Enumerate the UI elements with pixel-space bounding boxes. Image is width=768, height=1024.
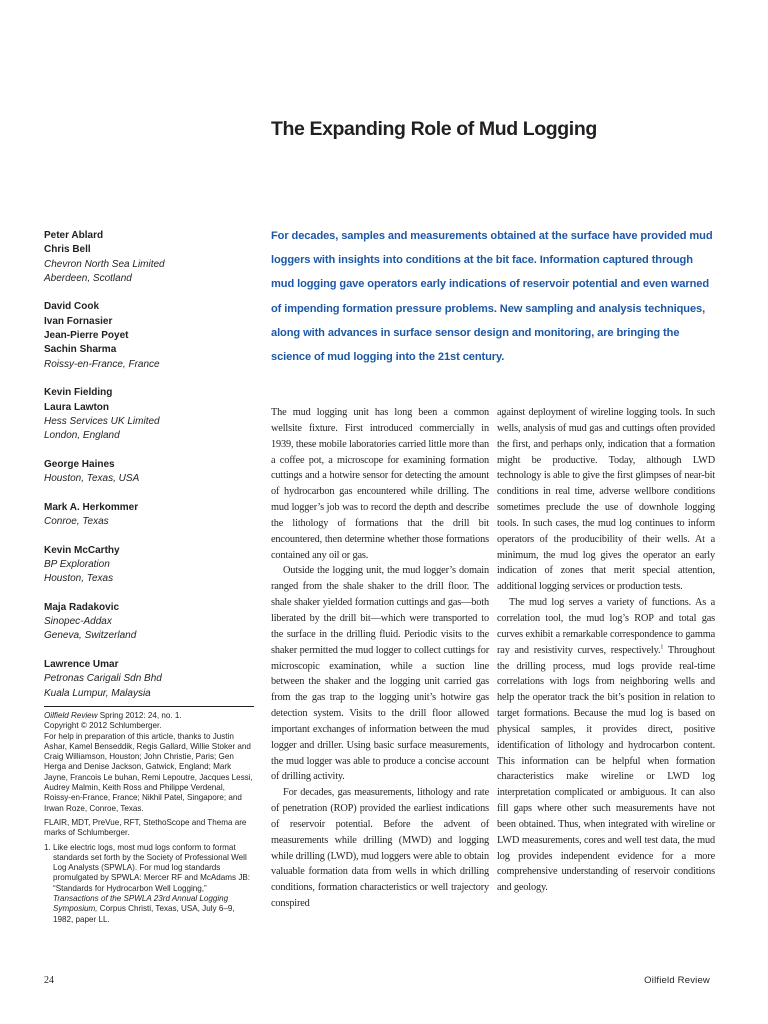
author-affiliation: Aberdeen, Scotland (44, 272, 132, 284)
author-name: Lawrence Umar (44, 658, 119, 670)
author-group (44, 458, 254, 487)
abstract: For decades, samples and measurements obtained at the surface have provided mud loggers with insights into conditions at the bit face. Information captured through mud logging gave operators early indications of reservoir potential and even warned of impending formation pressure problems. New sampling and analysis techniques, along with advances in surface sensor design and monitoring, are bringing the science of mud logging into the 21st century. (271, 230, 713, 364)
author-affiliation: Geneva, Switzerland (44, 630, 137, 642)
author-name: Ivan Fornasier (44, 315, 113, 327)
article-title: The Expanding Role of Mud Logging (271, 118, 597, 140)
author-affiliation: Houston, Texas (44, 573, 114, 585)
author-affiliation: Houston, Texas, USA (44, 473, 140, 485)
author-group (44, 229, 254, 286)
author-name: Laura Lawton (44, 401, 110, 413)
author-group (44, 658, 254, 701)
notes-divider (44, 706, 254, 707)
author-group (44, 386, 254, 443)
footnote-1 (44, 843, 254, 925)
thanks-note: For help in preparation of this article, thanks to Justin Ashar, Kamel Benseddik, Regis Gallard, Willie Stoker and Craig Williamson, Houston; John Christie, Paris; Gen Herga and Denise Jackson, Gatwick, England; Mark Jayne, Francois Le buhan, Remi Lepoutre, Jacques Lessi, Audrey Malmin, Keith Ross and Philippe Verdenal, Roissy-en-France, France; Nikhil Patel, Singapore; and Irwan Roze, Conroe, Texas. (44, 731, 253, 813)
footnote-1-tail: Corpus Christi, Texas, USA, July 6–9, 1982, paper LL. (53, 904, 235, 924)
side-notes (44, 711, 254, 929)
body-paragraph: For decades, gas measurements, lithology and rate of penetration (ROP) provided the earliest indications of reservoir potential. Before the advent of measurements while drilling (MWD) and logging while drilling (LWD), mud loggers were able to obtain valuable formation data from wells in which drilling conditions, formation characteristics or well trajectory conspired (271, 787, 489, 910)
footnote-1-text: 1. Like electric logs, most mud logs conform to format standards set forth by the Society of Professional Well Log Analysts (SPWLA). For mud log standards promulgated by SPWLA: Mercer RF and McAdams JB: “Standards for Hydrocarbon Well Logging,” (44, 842, 251, 893)
journal-name: Oilfield Review (644, 975, 710, 986)
footnote-ref: 1 (660, 644, 664, 651)
body-paragraph (497, 595, 715, 896)
author-name: Chris Bell (44, 244, 91, 256)
author-affiliation: Kuala Lumpur, Malaysia (44, 687, 151, 699)
author-name: Sachin Sharma (44, 344, 117, 356)
body-text: The mud log serves a variety of functions. As a correlation tool, the mud log’s ROP and total gas curves exhibit a remarkable correspondence to gamma ray and resistivity curves, respectively. (497, 597, 715, 656)
copyright-note: Copyright © 2012 Schlumberger. (44, 721, 162, 731)
author-affiliation: BP Exploration (44, 558, 110, 570)
author-name: Mark A. Herkommer (44, 501, 139, 513)
body-paragraph: against deployment of wireline logging tools. In such wells, analysis of mud gas and cuttings often provided the first, and perhaps only, indication that a formation might be productive. Today, although LWD technology is able to give the first glimpses of near-bit conditions in real time, adverse wellbore conditions sometimes preclude the use of downhole logging tools. In such cases, the mud log continues to inform operators of the producibility of their wells. At a minimum, the mud log gives the operator an early indication of zones that merit special attention, additional logging services or production tests. (497, 407, 715, 593)
trademark-note: FLAIR, MDT, PreVue, RFT, StethoScope and Thema are marks of Schlumberger. (44, 817, 247, 838)
author-name: Kevin Fielding (44, 387, 113, 399)
author-affiliation: Chevron North Sea Limited (44, 258, 165, 270)
page-number: 24 (44, 975, 54, 986)
citation-journal: Oilfield Review (44, 711, 98, 720)
author-affiliation: Roissy-en-France, France (44, 358, 160, 370)
footnote-1-italic: Transactions of the SPWLA 23rd Annual Logging Symposium, (53, 894, 229, 914)
author-affiliation: Hess Services UK Limited (44, 415, 160, 427)
author-name: George Haines (44, 458, 115, 470)
author-group (44, 544, 254, 587)
citation-detail: Spring 2012: 24, no. 1. (97, 711, 182, 720)
author-affiliation: London, England (44, 430, 120, 442)
author-name: Maja Radakovic (44, 601, 120, 613)
body-paragraph: Outside the logging unit, the mud logger’s domain ranged from the shale shaker to the drill floor. The shale shaker yielded formation cuttings and gas—both liberated by the drill bit—which were transported to the surface in the drilling fluid. Periodic visits to the shaker permitted the mud logger to collect cuttings for microscopic examination, while a suction line between the shaker and the logging unit carried gas from the gas trap to the logging unit’s hotwire gas detection system. Visits to the drill floor allowed important exchanges of information between the mud logger and driller. Using basic surface measurements, the mud logger was able to produce a concise account of drilling activity. (271, 565, 489, 783)
body-column-1 (271, 405, 489, 912)
body-text: Throughout the drilling process, mud logs provide real-time correlations with logs from neighboring wells and help the operator track the bit’s position in relation to target formations. Because the mud log is based on physical samples, it provides direct, positive identification of lithology and hydrocarbon content. This information can be helpful when formation characteristics make wireline or LWD log interpretation complicated or ambiguous. It can also fill gaps where other such measurements have not been obtained. Thus, when integrated with wireline or LWD measurements, cores and well test data, the mud log provides independent evidence for a more comprehensive understanding of reservoir conditions and geology. (497, 644, 716, 894)
author-name: Jean-Pierre Poyet (44, 330, 129, 342)
author-group (44, 601, 254, 644)
author-group (44, 300, 254, 371)
author-group (44, 501, 254, 530)
author-name: Peter Ablard (44, 230, 104, 241)
body-paragraph: The mud logging unit has long been a common wellsite fixture. First introduced commercially in 1939, these mobile laboratories carried little more than a coffee pot, a microscope for examining formation cuttings and a hotwire sensor for detecting the amount of hydrocarbon gas encountered while drilling. The mud logger’s job was to record the depth and describe the lithology of formations that the drill bit encountered, then determine whether those formations contained any oil or gas. (271, 407, 489, 561)
body-column-2 (497, 405, 715, 896)
author-affiliation: Conroe, Texas (44, 515, 109, 527)
author-name: Kevin McCarthy (44, 544, 120, 556)
author-name: David Cook (44, 301, 100, 313)
author-list (44, 229, 254, 715)
author-affiliation: Sinopec-Addax (44, 616, 112, 628)
author-affiliation: Petronas Carigali Sdn Bhd (44, 673, 162, 685)
citation-note (44, 711, 254, 814)
